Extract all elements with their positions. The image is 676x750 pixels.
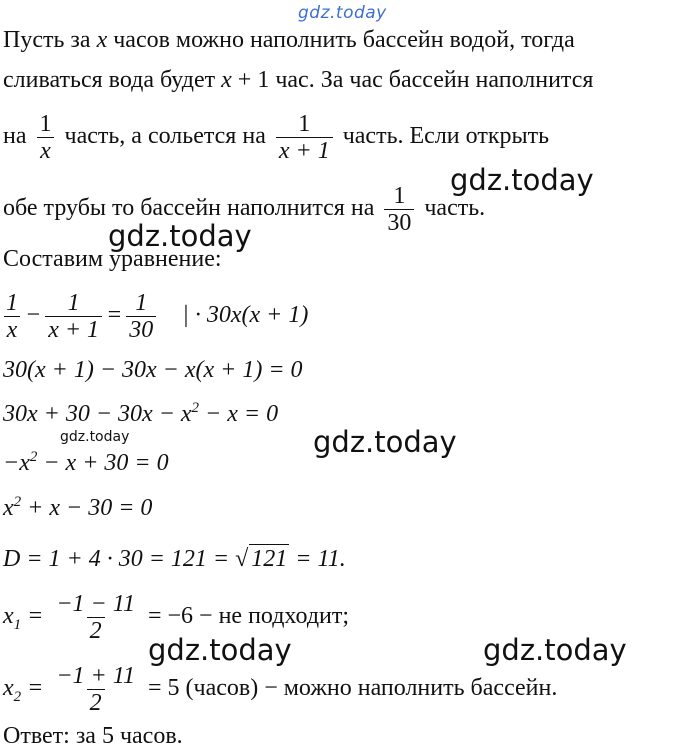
numerator: 1 — [6, 289, 18, 316]
math-var: x — [96, 27, 108, 53]
watermark-top: gdz.today — [298, 3, 387, 23]
fraction-1-over-x — [37, 111, 55, 164]
operator: = — [21, 603, 50, 629]
equation-3 — [3, 400, 278, 428]
denominator: 30 — [126, 316, 156, 343]
multiplier: | · 30x(x + 1) — [182, 302, 309, 328]
fraction-1-over-30 — [384, 183, 414, 236]
fraction — [126, 290, 156, 343]
operator: = — [21, 675, 50, 701]
answer — [3, 722, 183, 750]
text: 30(x + 1) − 30x − x(x + 1) = 0 — [3, 357, 303, 383]
fraction-1-over-x-plus-1 — [276, 111, 333, 164]
operator: = — [106, 302, 123, 328]
line-4 — [3, 178, 485, 238]
text: обе трубы то бассейн наполнится на — [3, 195, 381, 221]
exponent: 2 — [191, 400, 200, 416]
operator: − — [25, 302, 42, 328]
watermark: gdz.today — [483, 633, 627, 667]
equation-4 — [3, 449, 169, 477]
line-5 — [3, 245, 222, 273]
equation-2 — [3, 356, 303, 384]
denominator: x — [4, 316, 21, 343]
text: сливаться вода будет — [3, 67, 222, 93]
watermark: gdz.today — [313, 425, 457, 459]
text: + x − 30 = 0 — [21, 495, 153, 521]
numerator: 1 — [298, 110, 311, 137]
denominator: 2 — [87, 689, 105, 716]
watermark: gdz.today — [108, 219, 252, 253]
denominator: 30 — [384, 209, 414, 236]
denominator: x — [37, 137, 54, 164]
numerator: 1 — [135, 289, 148, 316]
exponent: 2 — [29, 449, 38, 465]
text: −x — [3, 450, 30, 476]
numerator: 1 — [39, 110, 52, 137]
text: D = 1 + 4 · 30 = 121 = — [3, 546, 236, 572]
answer-text: Ответ: за 5 часов. — [3, 723, 183, 749]
numerator: −1 + 11 — [56, 662, 135, 689]
denominator: x + 1 — [45, 316, 102, 343]
fraction — [53, 591, 138, 644]
text: + 1 час. За час бассейн наполнится — [231, 67, 594, 93]
sqrt-radicand: 121 — [251, 546, 288, 572]
equation-root-2 — [3, 658, 557, 718]
text: часть. Если открыть — [336, 123, 550, 149]
text: 30x + 30 − 30x − x — [3, 401, 192, 427]
denominator: 2 — [87, 617, 105, 644]
line-2 — [3, 66, 593, 94]
equation-5 — [3, 494, 152, 522]
text: = −6 − не подходит; — [141, 603, 350, 629]
exponent: 2 — [13, 494, 22, 510]
text: часть, а сольется на — [58, 123, 272, 149]
numerator: 1 — [393, 182, 406, 209]
watermark: gdz.today — [60, 429, 130, 445]
math-var: x — [221, 67, 232, 93]
numerator: −1 − 11 — [56, 590, 135, 617]
text: Составим уравнение: — [3, 246, 222, 272]
text: x — [3, 495, 14, 521]
text: Пусть за — [3, 27, 97, 53]
denominator: x + 1 — [276, 137, 333, 164]
equation-discriminant — [3, 544, 346, 573]
equation-1 — [3, 284, 308, 346]
line-3 — [3, 106, 549, 166]
text: часов можно наполнить бассейн водой, тогда — [107, 27, 575, 53]
text: часть. — [418, 195, 486, 221]
text: = 5 (часов) − можно наполнить бассейн. — [141, 675, 558, 701]
root-var: x — [3, 603, 14, 629]
subscript: 2 — [13, 689, 22, 705]
text: на — [3, 123, 33, 149]
equation-root-1 — [3, 586, 349, 646]
text: = 11. — [289, 546, 346, 572]
fraction — [53, 663, 138, 716]
sqrt-icon: √ — [235, 546, 249, 572]
subscript: 1 — [13, 617, 22, 633]
watermark: gdz.today — [148, 633, 292, 667]
fraction — [3, 290, 21, 343]
fraction — [45, 290, 102, 343]
text: − x = 0 — [199, 401, 279, 427]
line-1 — [3, 26, 575, 54]
root-var: x — [3, 675, 14, 701]
watermark: gdz.today — [450, 163, 594, 197]
text: − x + 30 = 0 — [37, 450, 169, 476]
numerator: 1 — [67, 289, 80, 316]
